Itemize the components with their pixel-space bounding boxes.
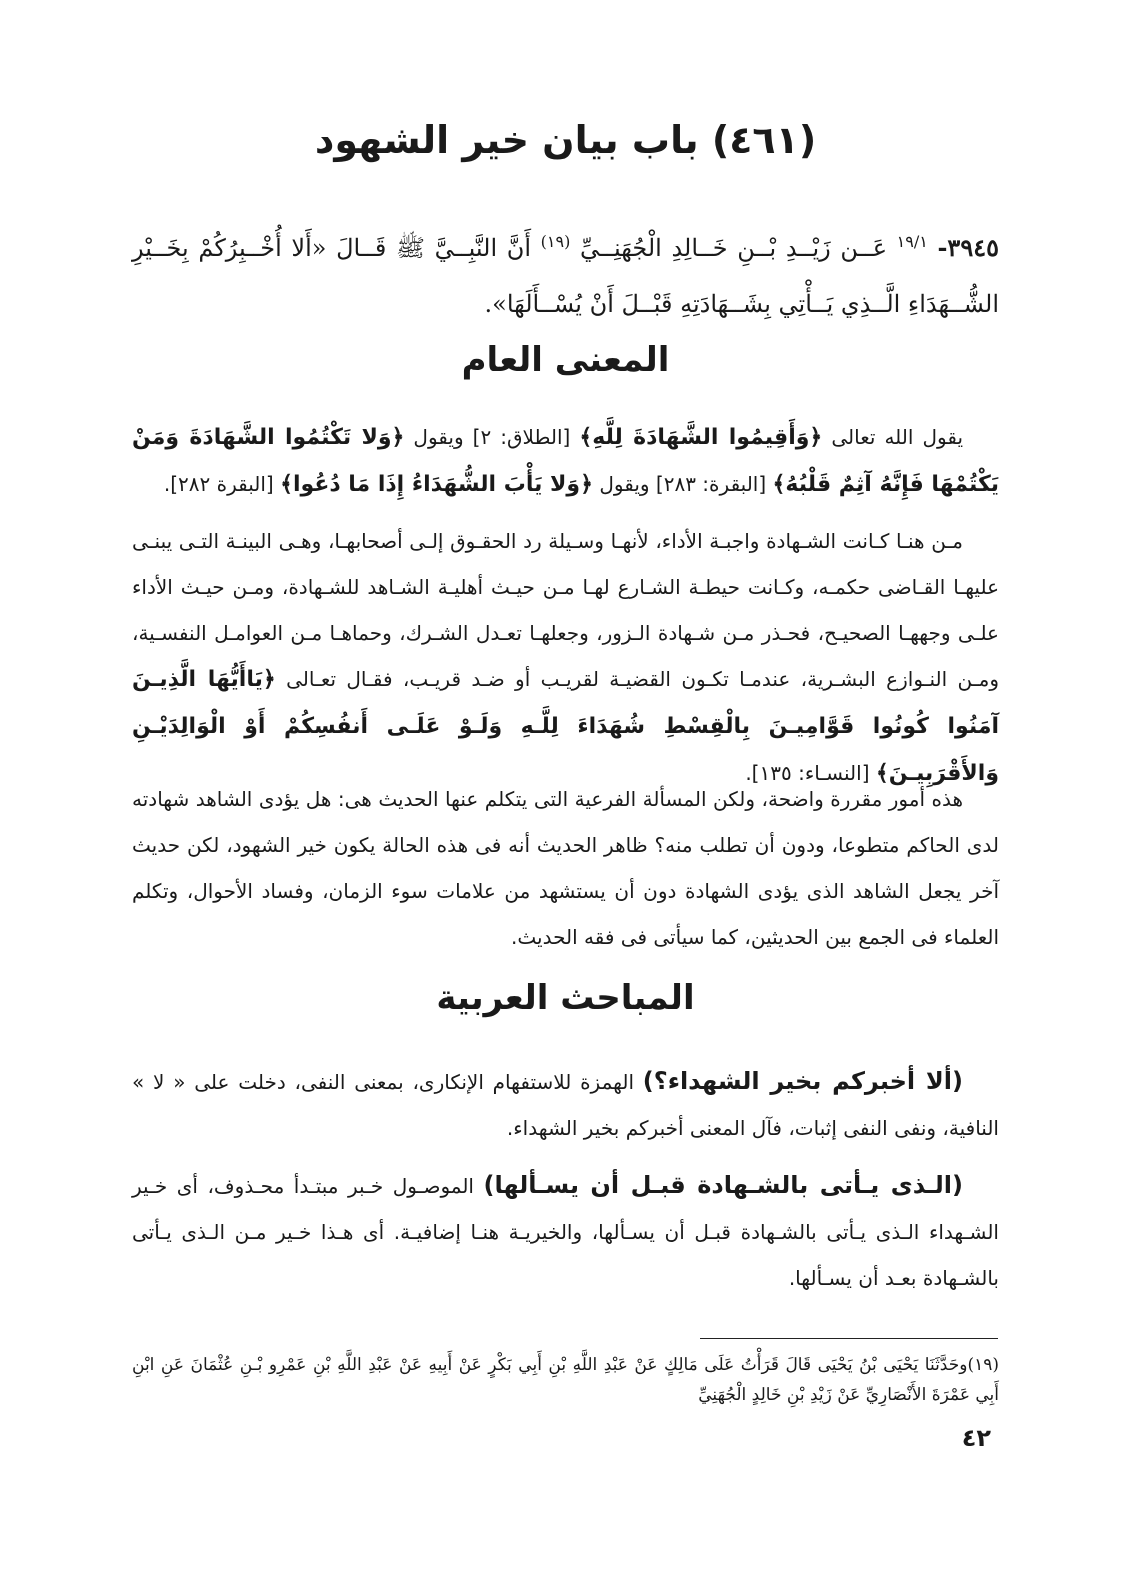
- text-run: الهمزة للاستفهام الإنكارى، بمعنى النفى، دخلت على « لا » النافية، ونفى النفى إثبات، فآل المعنى أخبركم بخير الشهداء.: [132, 1070, 999, 1140]
- footnote: (١٩)وحَدَّثَنَا يَحْيَى بْنُ يَحْيَى قَالَ قَرَأْتُ عَلَى مَالِكٍ عَنْ عَبْدِ اللَّهِ بْنِ أَبِي بَكْرٍ عَنْ أَبِيهِ عَنْ عَبْدِ اللَّهِ بْنِ عَمْرِو بْـنِ عُثْمَانَ عَنِ ابْنِ أَبِي عَمْرَةَ الأَنْصَارِيِّ عَنْ زَيْدِ بْنِ خَالِدٍ الْجُهَنِيِّ: [132, 1355, 999, 1405]
- arabic-paragraph-1: [132, 1058, 999, 1151]
- quran-verse: ﴿وَلا يَأْبَ الشُّهَدَاءُ إِذَا مَا دُعُوا﴾: [280, 472, 593, 497]
- hadith-marker: ١٩/١: [896, 232, 928, 251]
- hadith-text: [132, 214, 999, 332]
- text-run: [البقرة: ٢٨٣] ويقول: [592, 472, 773, 496]
- general-paragraph-1: [132, 414, 999, 508]
- text-run: [النسـاء: ١٣٥].: [745, 761, 876, 785]
- chapter-title: (٤٦١) باب بيان خير الشهود: [314, 118, 817, 162]
- text-run: مـن هنـا كـانت الشـهادة واجبـة الأداء، لأنهـا وسـيلة رد الحقـوق إلـى أصحابهـا، وهـى البينـة التـى يبنـى عليهـا القـاضى حكمـه، وكـانت حيطـة الشـارع لهـا مـن حيـث أهليـة الشـاهد للشـهادة، ومـن حيـث الأداء علـى وجههـا الصحيـح، فحـذر مـن شـهادة الـزور، وجعلهـا تعـدل الشـرك، وحماهـا مـن العوامـل النفسـية، ومـن النـوازع البشـرية، عندمـا تكـون القضيـة لقريـب أو ضـد قريـب، فقـال تعـالى: [132, 529, 999, 691]
- hadith-narration-body: أَنَّ النَّبِــيَّ ﷺ قَــالَ «أَلا أُخْــبِرُكُمْ بِخَــيْرِ الشُّــهَدَاءِ الَّــذِي يَــأْتِي بِشَــهَادَتِهِ قَبْــلَ أَنْ يُسْــأَلَهَا».: [132, 234, 999, 318]
- section-heading-arabic-topics: المباحث العربية: [436, 978, 695, 1018]
- footnote-divider: [700, 1338, 998, 1339]
- general-paragraph-2: [132, 518, 999, 797]
- section-heading-general-meaning: المعنى العام: [461, 340, 670, 380]
- text-run: [البقرة ٢٨٢].: [163, 472, 281, 496]
- text-run: [الطلاق: ٢] ويقول: [404, 425, 580, 449]
- general-paragraph-3: هذه أمور مقررة واضحة، ولكن المسألة الفرعية التى يتكلم عنها الحديث هى: هل يؤدى الشاهد شهادته لدى الحاكم متطوعا، ودون أن تطلب منه؟ ظاهر الحديث أنه فى هذه الحالة يكون خير الشهود، لكن حديث آخر يجعل الشاهد الذى يؤدى الشهادة دون أن يستشهد من علامات سوء الزمان، وفساد الأحوال، وتكلم العلماء فى الجمع بين الحديثين، كما سيأتى فى فقه الحديث.: [132, 787, 999, 949]
- quran-verse: ﴿يَاأَيُّهَا الَّذِيـنَ آمَنُوا كُونُوا قَوَّامِيـنَ بِالْقِسْطِ شُهَدَاءَ لِلَّـهِ وَلَـوْ عَلَـى أَنفُسِكُمْ أَوْ الْوَالِدَيْـنِ وَالأَقْرَبِيـنَ﴾: [132, 667, 999, 786]
- quran-verse: ﴿وَلا تَكْتُمُوا الشَّهَادَةَ وَمَنْ يَكْتُمْهَا فَإِنَّهُ آثِمٌ قَلْبُهُ﴾: [132, 425, 999, 497]
- text-run: يقول الله تعالى: [822, 425, 964, 449]
- quran-verse: ﴿وَأَقِيمُوا الشَّهَادَةَ لِلَّهِ﴾: [579, 425, 823, 450]
- explained-term: (ألا أخبركم بخير الشهداء؟): [642, 1067, 963, 1095]
- page-number: ٤٢: [961, 1424, 991, 1452]
- hadith-narration-start: عَــن زَيْــدِ بْــنِ خَــالِدِ الْجُهَنِــيِّ: [570, 234, 888, 262]
- explained-term: (الـذى يـأتى بالشـهادة قبـل أن يسـألها): [483, 1171, 963, 1199]
- arabic-paragraph-2: [132, 1162, 999, 1301]
- hadith-number: ٣٩٤٥-: [937, 233, 999, 262]
- hadith-footnote-ref: (١٩): [540, 232, 571, 251]
- text-run: الموصـول خـبر مبتـدأ محـذوف، أى خـير الشـهداء الـذى يـأتى بالشـهادة قبـل أن يسـألها، والخيريـة هنـا إضافيـة. أى هـذا خـير مـن الـذى يـأتى بالشـهادة بعـد أن يسـألها.: [132, 1174, 999, 1290]
